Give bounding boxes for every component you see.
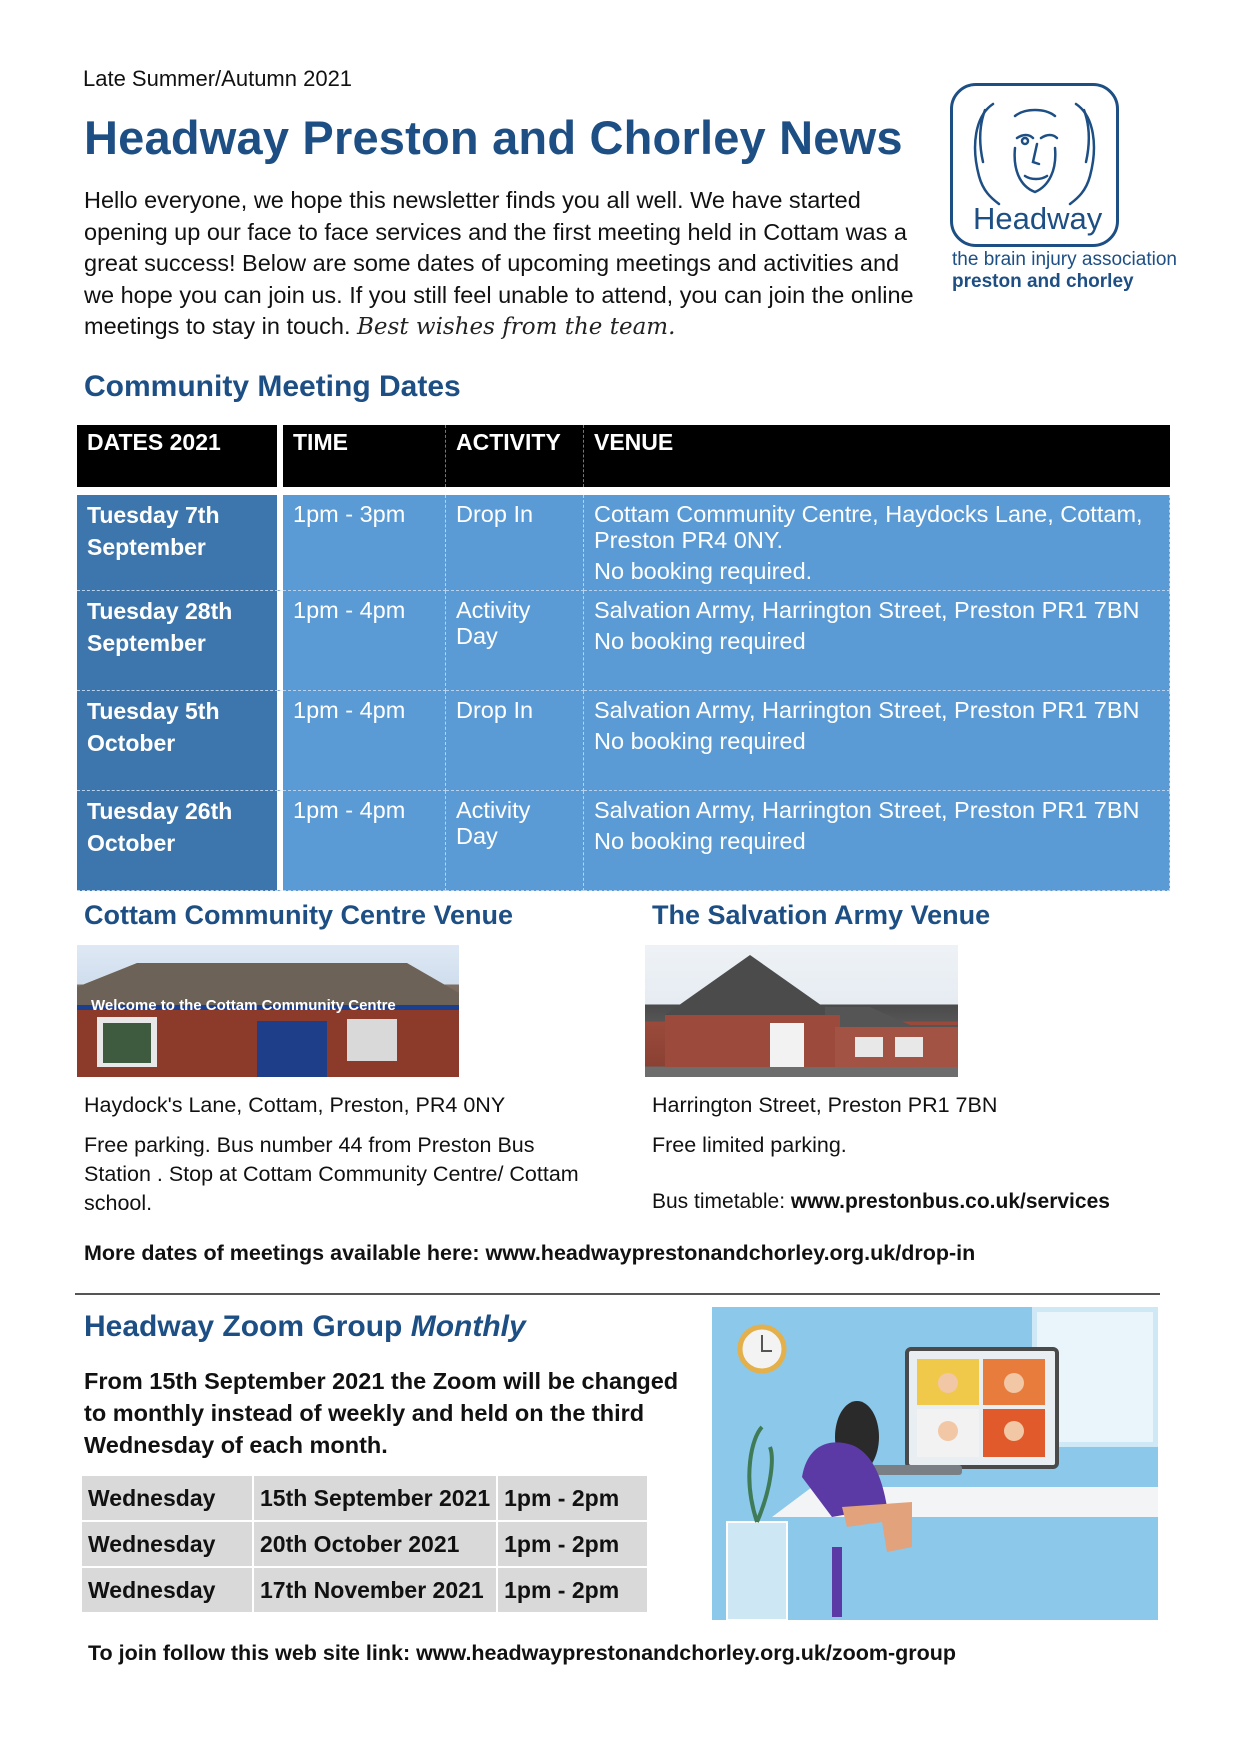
table-row xyxy=(82,1476,647,1522)
meeting-activity: Activity Day xyxy=(446,791,584,891)
meeting-venue xyxy=(584,691,1170,791)
zoom-heading xyxy=(84,1310,526,1344)
table-header-row xyxy=(77,425,1170,487)
meeting-time: 1pm - 4pm xyxy=(283,591,446,691)
salvation-army-photo xyxy=(645,945,958,1077)
section-divider xyxy=(75,1293,1160,1295)
session-date: 17th November 2021 xyxy=(254,1568,496,1614)
meeting-activity: Drop In xyxy=(446,495,584,591)
meeting-time: 1pm - 4pm xyxy=(283,791,446,891)
intro-text: Hello everyone, we hope this newsletter finds you all well. We have started opening up our face to face services and the first meeting held in Cottam was a great success! Below are some dates of upcoming meetings and activities and we hope you can join us. If you still feel unable to attend, you can join the online meetings to stay in touch. xyxy=(84,187,914,339)
cottam-centre-photo xyxy=(77,945,459,1077)
cottam-address: Haydock's Lane, Cottam, Preston, PR4 0NY xyxy=(84,1093,506,1117)
meeting-venue xyxy=(584,591,1170,691)
bus-timetable xyxy=(652,1190,1110,1214)
intro-paragraph xyxy=(84,185,929,344)
meeting-time: 1pm - 3pm xyxy=(283,495,446,591)
bus-timetable-label: Bus timetable: xyxy=(652,1190,786,1213)
zoom-sessions-table xyxy=(80,1476,649,1614)
zoom-intro: From 15th September 2021 the Zoom will be changed to monthly instead of weekly and held on the third Wednesday of each month. xyxy=(84,1368,679,1458)
session-date: 15th September 2021 xyxy=(254,1476,496,1522)
zoom-heading-italic: Monthly xyxy=(410,1310,526,1343)
edition-label: Late Summer/Autumn 2021 xyxy=(83,66,353,91)
cottam-venue-heading: Cottam Community Centre Venue xyxy=(84,900,514,930)
salvation-details: Free limited parking. xyxy=(652,1133,847,1157)
meeting-date: Tuesday 5th October xyxy=(77,691,283,791)
meeting-date: Tuesday 26th October xyxy=(77,791,283,891)
booking-note: No booking required xyxy=(594,728,806,754)
venue-address: Salvation Army, Harrington Street, Preston PR1 7BN xyxy=(594,697,1140,723)
column-header-venue: VENUE xyxy=(584,425,1170,487)
session-time: 1pm - 2pm xyxy=(498,1476,647,1522)
column-header-dates: DATES 2021 xyxy=(77,425,283,487)
bus-timetable-link[interactable]: www.prestonbus.co.uk/services xyxy=(790,1190,1110,1213)
venue-address: Salvation Army, Harrington Street, Preston PR1 7BN xyxy=(594,797,1140,823)
salvation-address: Harrington Street, Preston PR1 7BN xyxy=(652,1093,998,1117)
community-heading: Community Meeting Dates xyxy=(84,370,461,403)
meeting-activity: Activity Day xyxy=(446,591,584,691)
logo-tagline: the brain injury association xyxy=(952,249,1177,270)
photo-caption: Welcome to the Cottam Community Centre xyxy=(91,997,396,1014)
meeting-activity: Drop In xyxy=(446,691,584,791)
session-time: 1pm - 2pm xyxy=(498,1522,647,1568)
cottam-details: Free parking. Bus number 44 from Preston Bus Station . Stop at Cottam Community Centre/ Cottam school. xyxy=(84,1133,579,1215)
session-date: 20th October 2021 xyxy=(254,1522,496,1568)
zoom-join-link[interactable]: To join follow this web site link: www.headwayprestonandchorley.org.uk/zoom-group xyxy=(88,1641,957,1665)
more-dates-link[interactable]: More dates of meetings available here: www.headwayprestonandchorley.org.uk/drop-in xyxy=(84,1241,976,1265)
table-row xyxy=(77,495,1170,591)
table-row xyxy=(77,591,1170,691)
zoom-heading-text: Headway Zoom Group xyxy=(84,1310,403,1343)
logo-frame xyxy=(950,83,1119,247)
table-row xyxy=(77,691,1170,791)
session-day: Wednesday xyxy=(82,1476,252,1522)
meeting-date: Tuesday 7th September xyxy=(77,495,283,591)
community-meetings-table xyxy=(77,425,1170,891)
table-row xyxy=(82,1568,647,1614)
venue-address: Salvation Army, Harrington Street, Preston PR1 7BN xyxy=(594,597,1140,623)
table-row xyxy=(82,1522,647,1568)
booking-note: No booking required xyxy=(594,828,806,854)
session-day: Wednesday xyxy=(82,1522,252,1568)
meeting-time: 1pm - 4pm xyxy=(283,691,446,791)
salvation-venue-heading: The Salvation Army Venue xyxy=(652,900,991,930)
venue-address: Cottam Community Centre, Haydocks Lane, Cottam, Preston PR4 0NY. xyxy=(594,501,1143,553)
headway-logo xyxy=(950,83,1180,298)
session-time: 1pm - 2pm xyxy=(498,1568,647,1614)
logo-wordmark: Headway xyxy=(973,201,1103,236)
booking-note: No booking required xyxy=(594,628,806,654)
logo-location: preston and chorley xyxy=(952,271,1134,292)
column-header-time: TIME xyxy=(283,425,446,487)
video-call-illustration xyxy=(712,1307,1158,1620)
table-row xyxy=(77,791,1170,891)
meeting-venue xyxy=(584,495,1170,591)
meeting-venue xyxy=(584,791,1170,891)
booking-note: No booking required. xyxy=(594,558,813,584)
column-header-activity: ACTIVITY xyxy=(446,425,584,487)
meeting-date: Tuesday 28th September xyxy=(77,591,283,691)
signoff-text: Best wishes from the team. xyxy=(357,314,676,340)
newsletter-title: Headway Preston and Chorley News xyxy=(84,111,903,164)
session-day: Wednesday xyxy=(82,1568,252,1614)
